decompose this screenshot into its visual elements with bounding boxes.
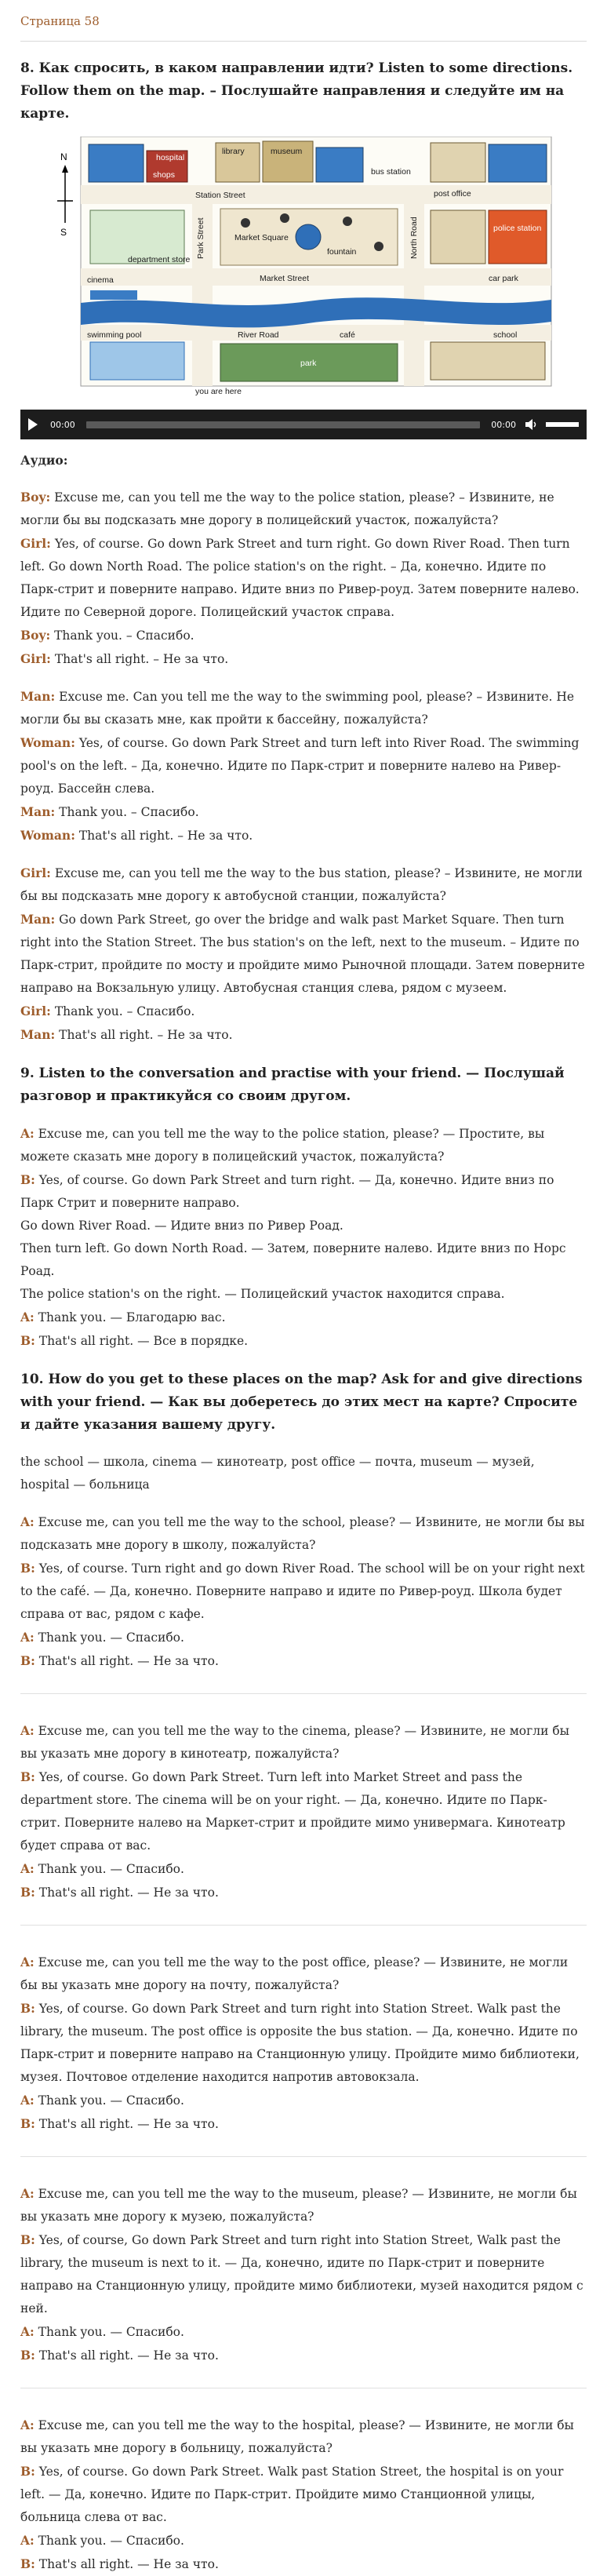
speaker: A: [20, 1630, 35, 1645]
svg-text:Market Square: Market Square [234, 233, 289, 242]
line-text: Yes, of course. Go down Park Street and turn left into River Road. The swimming pool's on the left. – Да, конечно. Идите по Парк-стрит и поверните налево на Ривер-роуд. Бассейн слева. [20, 736, 580, 796]
svg-text:department store: department store [128, 255, 191, 264]
line-text: That's all right. – Не за что. [50, 652, 229, 666]
town-map [49, 137, 558, 395]
speaker: A: [20, 1723, 35, 1738]
dialog-line [20, 800, 587, 824]
speaker: Man: [20, 804, 56, 819]
speaker: Boy: [20, 628, 51, 643]
line-text: That's all right. — Не за что. [35, 2117, 219, 2131]
svg-text:police station: police station [493, 224, 542, 233]
task10-dialog [20, 2182, 587, 2367]
task10-dialog [20, 1951, 587, 2136]
line-text: That's all right. — Не за что. [35, 2557, 219, 2571]
line-text: Then turn left. Go down North Road. — Затем, поверните налево. Идите вниз по Норс Роад. [20, 1241, 566, 1278]
speaker: Woman: [20, 828, 75, 843]
speaker: Man: [20, 912, 56, 927]
dialog-line [20, 1283, 587, 1306]
dialog-line [20, 1649, 587, 1673]
line-text: Excuse me, can you tell me the way to the bus station, please? – Извините, не могли бы вы подсказать мне дорогу к автобусной станции, пожалуйста? [20, 866, 583, 903]
line-text: Thank you. — Благодарю вас. [34, 1310, 226, 1324]
volume-icon[interactable] [525, 419, 538, 430]
current-time: 00:00 [50, 419, 75, 430]
play-icon[interactable] [28, 418, 38, 431]
speaker: A: [20, 1861, 35, 1876]
dialog [20, 685, 587, 847]
line-text: Excuse me, can you tell me the way to the cinema, please? — Извините, не могли бы вы указать мне дорогу в кинотеатр, пожалуйста? [20, 1724, 570, 1761]
svg-text:you are here: you are here [195, 387, 242, 395]
line-text: That's all right. — Не за что. [35, 1654, 219, 1668]
dialog-line [20, 1023, 587, 1047]
line-text: Yes, of course. Turn right and go down River Road. The school will be on your right next to the café. — Да, конечно. Поверните направо и идите по Ривер-роуд. Школа будет справа от вас, рядом с кафе. [20, 1561, 585, 1621]
line-text: Thank you. — Спасибо. [34, 2534, 184, 2548]
line-text: Thank you. – Спасибо. [50, 1004, 195, 1018]
speaker: B: [20, 2464, 35, 2479]
svg-text:River Road: River Road [238, 330, 279, 340]
dialog-line [20, 1237, 587, 1283]
dialog-line [20, 2182, 587, 2228]
speaker: B: [20, 1885, 35, 1900]
speaker: Man: [20, 1027, 56, 1042]
dialog-line [20, 647, 587, 671]
line-text: Excuse me. Can you tell me the way to the swimming pool, please? – Извините. Не могли бы вы сказать мне, как пройти к бассейну, пожалуйста? [20, 690, 575, 727]
speaker: B: [20, 2001, 35, 2016]
svg-text:Park Street: Park Street [196, 217, 205, 259]
dialog-line [20, 2320, 587, 2344]
svg-text:N: N [60, 151, 67, 162]
dialog-line [20, 2112, 587, 2136]
line-text: Thank you. – Спасибо. [50, 629, 194, 643]
speaker: A: [20, 2093, 35, 2108]
speaker: A: [20, 1514, 35, 1529]
dialog-line [20, 1510, 587, 1557]
dialog-line [20, 624, 587, 647]
dialog-line [20, 486, 587, 532]
speaker: A: [20, 2418, 35, 2432]
task10-dialog [20, 2414, 587, 2576]
speaker: Girl: [20, 865, 51, 880]
line-text: Excuse me, can you tell me the way to the museum, please? — Извините, не могли бы вы указать мне дорогу к музею, пожалуйста? [20, 2187, 577, 2224]
line-text: That's all right. — Не за что. [35, 1886, 219, 1900]
dialog-line [20, 2414, 587, 2460]
dialog-line [20, 1000, 587, 1023]
speaker: A: [20, 1310, 35, 1324]
svg-text:park: park [300, 359, 317, 368]
task10-heading: 10. How do you get to these places on the map? Ask for and give directions with your friend. — Как вы доберетесь до этих мест на карте? Спросите и дайте указания вашему другу. [20, 1372, 583, 1433]
divider [20, 1693, 587, 1694]
page-label: Страница 58 [20, 14, 100, 28]
dialog-line [20, 1306, 587, 1329]
speaker: B: [20, 1333, 35, 1348]
dialog-line [20, 731, 587, 800]
svg-text:cinema: cinema [87, 275, 114, 285]
speaker: Man: [20, 689, 56, 704]
audio-label: Аудио: [20, 453, 68, 468]
speaker: Boy: [20, 490, 51, 505]
line-text: That's all right. – Не за что. [75, 829, 253, 843]
seek-bar[interactable] [86, 421, 481, 428]
svg-text:bus station: bus station [371, 167, 411, 177]
line-text: Thank you. — Спасибо. [34, 1862, 184, 1876]
line-text: Yes, of course. Go down Park Street. Walk past Station Street, the hospital is on your left. — Да, конечно. Идите по Парк-стрит. Пройдите мимо Станционной улицы, больница слева от вас. [20, 2465, 564, 2524]
line-text: Yes, of course. Go down Park Street. Turn left into Market Street and pass the department store. The cinema will be on your right. — Да, конечно. Идите по Парк-стрит. Поверните налево на Маркет-стрит и пройдите мимо универмага. Кинотеатр будет справа от вас. [20, 1770, 565, 1853]
speaker: B: [20, 1172, 35, 1187]
svg-text:Market Street: Market Street [260, 274, 310, 283]
speaker: B: [20, 1769, 35, 1784]
line-text: Yes, of course. Go down Park Street and turn right into Station Street. Walk past the library, the museum. The post office is opposite the bus station. — Да, конечно. Идите по Парк-стрит и поверните направо на Станционную улицу. Пройдите мимо библиотеки, музея. Почтовое отделение находится напротив автовокзала. [20, 2002, 580, 2084]
speaker: Girl: [20, 536, 51, 551]
line-text: Excuse me, can you tell me the way to the police station, please? – Извините, не могли бы вы подсказать мне дорогу в полицейский участок, пожалуйста? [20, 490, 554, 527]
divider [20, 1925, 587, 1926]
dialog-line [20, 1719, 587, 1765]
dialog-line [20, 1765, 587, 1857]
dialog [20, 486, 587, 671]
svg-text:school: school [493, 330, 518, 340]
svg-text:shops: shops [153, 170, 176, 180]
task9-heading: 9. Listen to the conversation and practise with your friend. — Послушай разговор и практикуйся со своим другом. [20, 1066, 565, 1104]
dialog-line [20, 1857, 587, 1881]
svg-text:museum: museum [271, 147, 303, 156]
svg-text:S: S [60, 227, 67, 238]
svg-text:hospital: hospital [156, 153, 185, 162]
speaker: Girl: [20, 651, 51, 666]
speaker: B: [20, 2556, 35, 2571]
line-text: Excuse me, can you tell me the way to the hospital, please? — Извините, не могли бы вы указать мне дорогу в больницу, пожалуйста? [20, 2418, 574, 2455]
line-text: Go down River Road. — Идите вниз по Ривер Роад. [20, 1219, 343, 1233]
svg-text:swimming pool: swimming pool [87, 330, 142, 340]
speaker: B: [20, 2232, 35, 2247]
line-text: Thank you. — Спасибо. [34, 2325, 184, 2339]
line-text: That's all right. — Все в порядке. [35, 1334, 249, 1348]
svg-text:car park: car park [489, 274, 518, 283]
line-text: Excuse me, can you tell me the way to the post office, please? — Извините, не могли бы вы указать мне дорогу на почту, пожалуйста? [20, 1955, 569, 1992]
dialog-line [20, 532, 587, 624]
dialog-line [20, 862, 587, 908]
dialog-line [20, 1626, 587, 1649]
audio-player [20, 410, 587, 439]
line-text: Yes, of course, Go down Park Street and turn right into Station Street, Walk past the library, the museum is next to it. — Да, конечно, идите по Парк-стрит и поверните направо на Станционную улицу, пройдите мимо библиотеки, музей находится рядом с ней. [20, 2233, 583, 2315]
dialog-line [20, 1215, 587, 1237]
dialog [20, 862, 587, 1047]
speaker: B: [20, 1561, 35, 1576]
volume-slider[interactable] [546, 422, 579, 427]
vocabulary: the school — школа, cinema — кинотеатр, post office — почта, museum — музей, hospital — больница [20, 1455, 535, 1492]
speaker: Girl: [20, 1004, 51, 1018]
speaker: A: [20, 2324, 35, 2339]
task10-dialog [20, 1510, 587, 1673]
task8-heading: 8. Как спросить, в каком направлении идти? Listen to some directions. Follow them on the map. – Послушайте направления и следуйте им на карте. [20, 60, 573, 122]
line-text: Excuse me, can you tell me the way to the police station, please? — Простите, вы можете сказать мне дорогу в полицейский участок, пожалуйста? [20, 1127, 545, 1164]
dialog-line [20, 2089, 587, 2112]
divider [20, 2156, 587, 2157]
dialog-line [20, 824, 587, 847]
dialog-line [20, 1122, 587, 1168]
dialog-line [20, 908, 587, 1000]
svg-text:Station Street: Station Street [195, 191, 245, 200]
dialog-line [20, 2552, 587, 2576]
line-text: That's all right. – Не за что. [55, 1028, 233, 1042]
speaker: B: [20, 2348, 35, 2363]
svg-text:café: café [340, 330, 355, 340]
task8-dialogs [20, 486, 587, 1047]
line-text: The police station's on the right. — Полицейский участок находится справа. [20, 1287, 505, 1301]
speaker: B: [20, 2116, 35, 2131]
dialog-line [20, 2529, 587, 2552]
svg-text:post office: post office [434, 189, 471, 199]
divider [20, 41, 587, 42]
dialog-line [20, 2344, 587, 2367]
task10-dialog [20, 1719, 587, 1904]
dialog-line [20, 1168, 587, 1215]
line-text: Yes, of course. Go down Park Street and turn right. Go down River Road. Then turn left. Go down North Road. The police station's on the right. – Да, конечно. Идите по Парк-стрит и поверните направо. Идите вниз по Ривер-роуд. Затем поверните налево. Идите по Северной дороге. Полицейский участок справа. [20, 537, 580, 619]
line-text: Thank you. — Спасибо. [34, 1630, 184, 1645]
dialog-line [20, 2228, 587, 2320]
speaker: A: [20, 1955, 35, 1969]
speaker: A: [20, 2186, 35, 2201]
speaker: A: [20, 2533, 35, 2548]
dialog-line [20, 1881, 587, 1904]
speaker: B: [20, 1653, 35, 1668]
line-text: Yes, of course. Go down Park Street and turn right. — Да, конечно. Идите вниз по Парк Стрит и поверните направо. [20, 1173, 554, 1210]
duration: 00:00 [491, 419, 516, 430]
dialog-line [20, 1557, 587, 1626]
line-text: That's all right. — Не за что. [35, 2348, 219, 2363]
speaker: Woman: [20, 735, 75, 750]
line-text: Thank you. — Спасибо. [34, 2093, 184, 2108]
dialog-line [20, 685, 587, 731]
svg-text:library: library [222, 147, 245, 156]
dialog-line [20, 1997, 587, 2089]
line-text: Go down Park Street, go over the bridge and walk past Market Square. Then turn right into the Station Street. The bus station's on the left, next to the museum. – Идите по Парк-стрит, пройдите по мосту и пройдите мимо Рыночной площади. Затем поверните направо на Вокзальную улицу. Автобусная станция слева, рядом с музеем. [20, 913, 585, 995]
task9-dialog [20, 1122, 587, 1353]
svg-text:North Road: North Road [409, 217, 419, 259]
dialog-line [20, 1329, 587, 1353]
svg-text:fountain: fountain [327, 247, 357, 257]
dialog-line [20, 2460, 587, 2529]
line-text: Thank you. – Спасибо. [55, 805, 199, 819]
line-text: Excuse me, can you tell me the way to the school, please? — Извините, не могли бы вы подсказать мне дорогу в школу, пожалуйста? [20, 1515, 585, 1552]
dialog-line [20, 1951, 587, 1997]
speaker: A: [20, 1126, 35, 1141]
